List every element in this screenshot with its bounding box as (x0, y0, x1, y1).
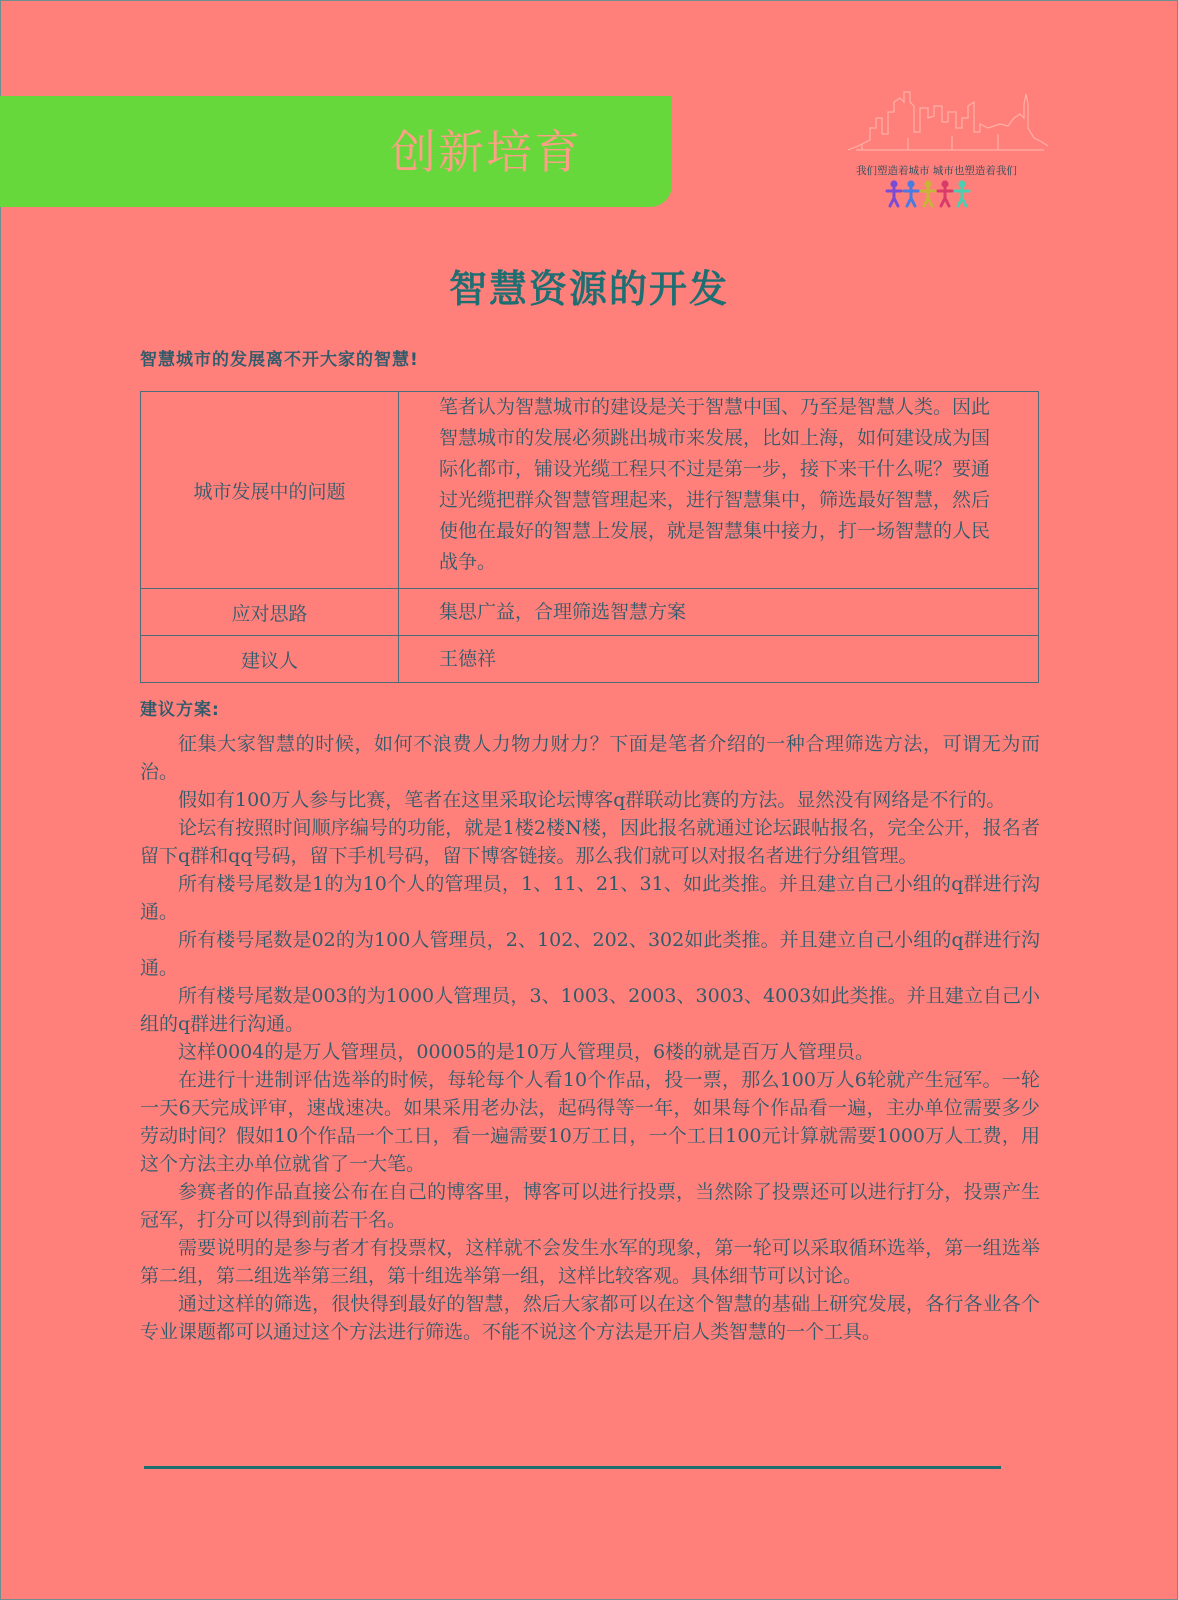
article-title: 智慧资源的开发 (448, 267, 729, 311)
proposal-heading: 建议方案: (140, 700, 220, 720)
paragraph: 征集大家智慧的时候，如何不浪费人力物力财力？下面是笔者介绍的一种合理筛选方法，可谓无为而治。 (140, 733, 1040, 783)
table-label: 城市发展中的问题 (141, 392, 399, 589)
person-icon-body (921, 188, 935, 206)
paragraph: 假如有100万人参与比赛，笔者在这里采取论坛博客q群联动比赛的方法。显然没有网络是不行的。 (178, 789, 1006, 811)
article-subtitle: 智慧城市的发展离不开大家的智慧! (140, 350, 419, 370)
city-logo (848, 88, 1058, 218)
people-icon (848, 88, 1058, 218)
person-icon-body (904, 188, 918, 206)
table-value: 王德祥 (399, 636, 1039, 683)
person-icon-body (938, 188, 952, 206)
paragraph: 论坛有按照时间顺序编号的功能，就是1楼2楼N楼，因此报名就通过论坛跟帖报名，完全公开，报名者留下q群和qq号码，留下手机号码，留下博客链接。那么我们就可以对报名者进行分组管理。 (140, 817, 1040, 867)
paragraph: 需要说明的是参与者才有投票权，这样就不会发生水军的现象，第一轮可以采取循环选举，第一组选举第二组，第二组选举第三组，第十组选举第一组，这样比较客观。具体细节可以讨论。 (140, 1237, 1040, 1287)
section-label: 创新培育 (390, 125, 582, 179)
paragraph: 这样0004的是万人管理员，00005的是10万人管理员，6楼的就是百万人管理员。 (178, 1041, 875, 1063)
person-icon-body (887, 188, 901, 206)
paragraph: 在进行十进制评估选举的时候，每轮每个人看10个作品，投一票，那么100万人6轮就产生冠军。一轮一天6天完成评审，速战速决。如果采用老办法，起码得等一年，如果每个作品看一遍，主办单位需要多少劳动时间？假如10个作品一个工日，看一遍需要10万工日，一个工日100元计算就需要1000万人工费，用这个方法主办单位就省了一大笔。 (140, 1069, 1040, 1175)
paragraph: 所有楼号尾数是02的为100人管理员，2、102、202、302如此类推。并且建立自己小组的q群进行沟通。 (140, 929, 1040, 979)
paragraph: 所有楼号尾数是1的为10个人的管理员，1、11、21、31、如此类推。并且建立自己小组的q群进行沟通。 (140, 873, 1040, 923)
table-row (141, 589, 1039, 636)
logo-slogan: 我们塑造着城市 城市也塑造着我们 (856, 165, 1017, 177)
table-label: 应对思路 (141, 589, 399, 636)
bottom-rule (144, 1466, 1001, 1469)
table-row (141, 392, 1039, 589)
paragraph: 通过这样的筛选，很快得到最好的智慧，然后大家都可以在这个智慧的基础上研究发展，各行各业各个专业课题都可以通过这个方法进行筛选。不能不说这个方法是开启人类智慧的一个工具。 (140, 1293, 1040, 1343)
table-row (141, 636, 1039, 683)
info-table (140, 391, 1039, 683)
table-value: 集思广益，合理筛选智慧方案 (399, 589, 1039, 636)
table-label: 建议人 (141, 636, 399, 683)
table-value: 笔者认为智慧城市的建设是关于智慧中国、乃至是智慧人类。因此智慧城市的发展必须跳出城市来发展，比如上海，如何建设成为国际化都市，铺设光缆工程只不过是第一步，接下来干什么呢？要通过光缆把群众智慧管理起来，进行智慧集中，筛选最好智慧，然后使他在最好的智慧上发展，就是智慧集中接力，打一场智慧的人民战争。 (399, 392, 1039, 589)
person-icon-body (955, 188, 969, 206)
paragraph: 所有楼号尾数是003的为1000人管理员，3、1003、2003、3003、4003如此类推。并且建立自己小组的q群进行沟通。 (140, 985, 1040, 1035)
section-banner (0, 96, 672, 207)
article-body (140, 730, 1040, 1346)
paragraph: 参赛者的作品直接公布在自己的博客里，博客可以进行投票，当然除了投票还可以进行打分，投票产生冠军，打分可以得到前若干名。 (140, 1181, 1040, 1231)
